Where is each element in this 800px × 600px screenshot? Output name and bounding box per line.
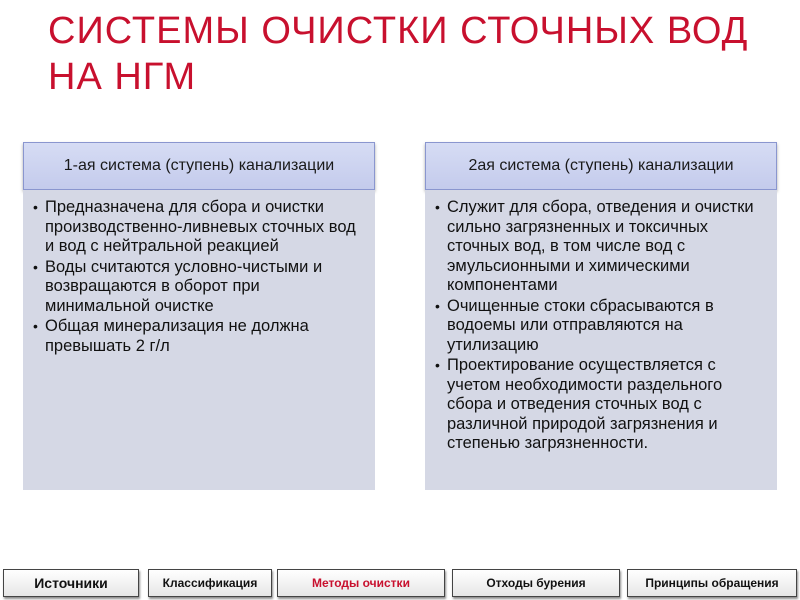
slide-title — [48, 8, 768, 100]
bottom-navigation — [0, 565, 800, 600]
column-second-system — [425, 142, 777, 490]
nav-button-sources[interactable]: Источники — [3, 569, 139, 597]
list-item: • Проектирование осуществляется с учетом необходимости раздельного сбора и отведения сточных вод с различной природой загрязнения и степенью загрязненности. — [435, 356, 767, 454]
bullet-list-first-system — [33, 198, 365, 356]
column-header-first-system: 1-ая система (ступень) канализации — [23, 142, 375, 190]
list-item: • Предназначена для сбора и очистки производственно-ливневых сточных вод и вод с нейтральной реакцией — [33, 198, 365, 257]
list-item: • Очищенные стоки сбрасываются в водоемы или отправляются на утилизацию — [435, 297, 767, 356]
column-body-second-system — [425, 190, 777, 490]
slide-title-line-1: СИСТЕМЫ ОЧИСТКИ СТОЧНЫХ ВОД — [48, 10, 749, 52]
nav-button-principles[interactable]: Принципы обращения — [627, 569, 797, 597]
nav-button-classification[interactable]: Классификация — [148, 569, 272, 597]
list-item: • Воды считаются условно-чистыми и возвращаются в оборот при минимальной очистке — [33, 258, 365, 317]
column-body-first-system — [23, 190, 375, 490]
nav-button-methods[interactable]: Методы очистки — [277, 569, 445, 597]
list-item: • Служит для сбора, отведения и очистки сильно загрязненных и токсичных сточных вод, в том числе вод с эмульсионными и химическими компонентами — [435, 198, 767, 296]
slide-title-line-2: НА НГМ — [48, 56, 197, 98]
column-header-second-system: 2ая система (ступень) канализации — [425, 142, 777, 190]
nav-button-drilling-waste[interactable]: Отходы бурения — [452, 569, 620, 597]
bullet-list-second-system — [435, 198, 767, 454]
column-first-system — [23, 142, 375, 490]
list-item: • Общая минерализация не должна превышать 2 г/л — [33, 317, 365, 356]
